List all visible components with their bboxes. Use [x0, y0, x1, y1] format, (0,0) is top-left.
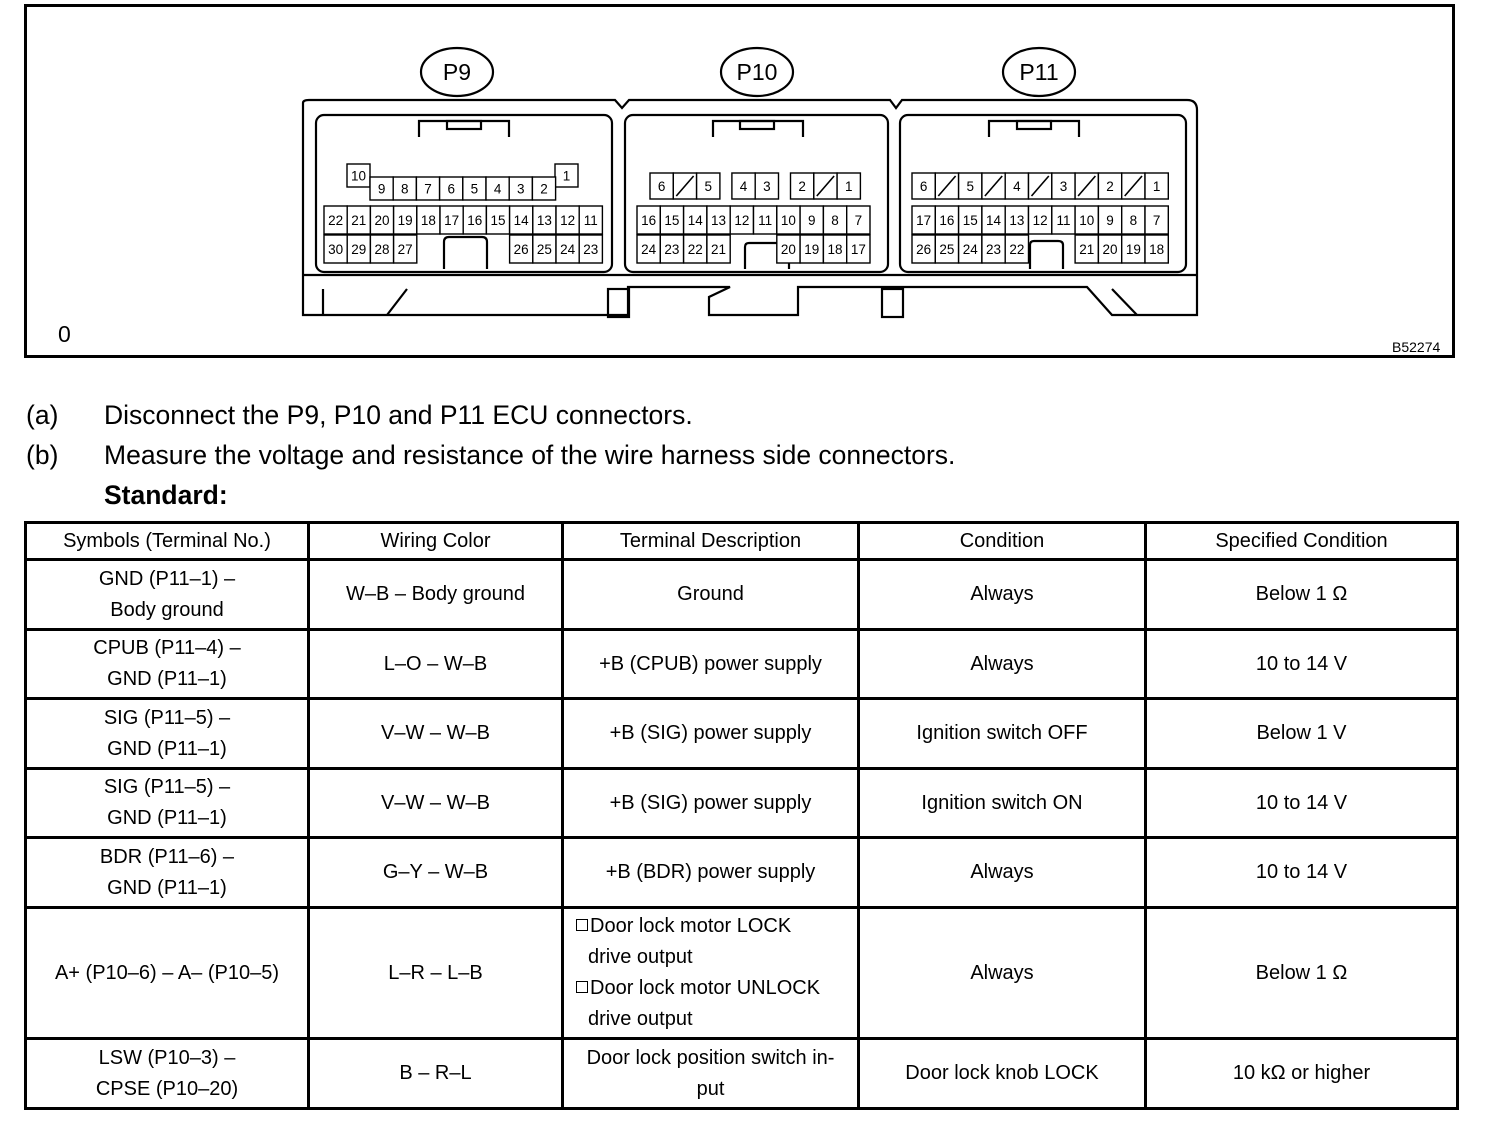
svg-text:10: 10 [350, 168, 367, 184]
svg-text:22: 22 [687, 242, 703, 257]
svg-text:24: 24 [560, 242, 576, 257]
terminal-cell [912, 206, 935, 234]
specified-cell: Below 1 Ω [1146, 908, 1458, 1039]
svg-text:2: 2 [1106, 179, 1114, 194]
svg-text:27: 27 [397, 242, 413, 257]
svg-text:1: 1 [1152, 179, 1161, 194]
svg-text:2: 2 [540, 181, 548, 197]
terminal-cell [823, 235, 846, 263]
svg-text:13: 13 [711, 213, 727, 228]
terminal-cell [660, 206, 683, 234]
terminal-cell [463, 177, 486, 200]
svg-text:17: 17 [444, 213, 460, 228]
terminal-cell [935, 235, 958, 263]
terminal-cell [324, 235, 347, 263]
svg-text:19: 19 [397, 213, 413, 228]
svg-text:2: 2 [798, 179, 806, 194]
wiring-color-cell: L–R – L–B [309, 908, 563, 1039]
terminal-cell [555, 164, 578, 187]
connector-name-p9: P9 [442, 59, 472, 85]
svg-text:12: 12 [734, 213, 750, 228]
terminal-cell [912, 235, 935, 263]
svg-text:7: 7 [854, 213, 863, 228]
table-row [26, 838, 1458, 908]
header-condition: Condition [859, 523, 1146, 560]
wiring-color-cell: W–B – Body ground [309, 560, 563, 630]
terminal-cell [486, 177, 509, 200]
standard-table [24, 521, 1459, 1110]
symbol-line: BDR (P11–6) – [99, 845, 235, 868]
description-cell: +B (SIG) power supply [563, 769, 859, 838]
description-cell: +B (BDR) power supply [563, 838, 859, 908]
svg-text:28: 28 [374, 242, 390, 257]
specified-cell: 10 to 14 V [1146, 769, 1458, 838]
connector-name-p10: P10 [736, 59, 778, 85]
symbol-line: GND (P11–1) [107, 668, 227, 690]
terminal-cell [1145, 235, 1168, 263]
svg-text:4: 4 [739, 179, 748, 194]
svg-text:23: 23 [664, 242, 680, 257]
svg-text:5: 5 [704, 179, 713, 194]
wiring-color-cell: B – R–L [309, 1039, 563, 1109]
svg-text:13: 13 [1009, 213, 1025, 228]
step-b-label: (b) [26, 440, 59, 470]
svg-text:25: 25 [939, 242, 955, 257]
terminal-cell [935, 206, 958, 234]
svg-text:25: 25 [536, 242, 552, 257]
table-row [26, 1039, 1458, 1109]
svg-text:17: 17 [850, 242, 866, 257]
svg-text:3: 3 [1059, 179, 1068, 194]
description-item [576, 973, 851, 1004]
terminal-cell [393, 177, 416, 200]
terminal-cell [1075, 235, 1098, 263]
terminal-cell [732, 173, 755, 199]
symbol-cell [26, 769, 309, 838]
svg-text:10: 10 [1079, 213, 1095, 228]
terminal-cell [1052, 206, 1075, 234]
svg-text:4: 4 [1013, 179, 1021, 194]
symbol-line: SIG (P11–5) – [103, 776, 231, 798]
terminal-cell [650, 173, 673, 199]
terminal-cell [755, 173, 778, 199]
svg-text:15: 15 [962, 213, 978, 228]
terminal-cell [579, 235, 602, 263]
table-row [26, 769, 1458, 838]
terminal-cell [730, 206, 753, 234]
svg-text:19: 19 [1125, 242, 1141, 257]
step-a-text: Disconnect the P9, P10 and P11 ECU connectors. [104, 400, 693, 430]
svg-text:26: 26 [916, 242, 932, 257]
svg-text:18: 18 [827, 242, 843, 257]
condition-cell: Ignition switch OFF [859, 699, 1146, 769]
terminal-cell [370, 206, 393, 234]
terminal-cell [370, 177, 393, 200]
terminal-cell [1052, 173, 1075, 199]
wiring-color-cell: G–Y – W–B [309, 838, 563, 908]
description-item [576, 911, 851, 942]
terminal-cell [533, 235, 556, 263]
svg-text:24: 24 [962, 242, 978, 257]
svg-text:11: 11 [758, 213, 773, 228]
symbol-line: A+ (P10–6) – A– (P10–5) [54, 961, 280, 984]
terminal-cell [912, 173, 935, 199]
terminal-cell [837, 173, 860, 199]
figure-code: B52274 [1392, 339, 1441, 355]
terminal-cell [510, 235, 533, 263]
svg-text:5: 5 [966, 179, 975, 194]
svg-text:8: 8 [401, 181, 409, 197]
svg-text:11: 11 [1056, 213, 1071, 228]
terminal-cell [1005, 206, 1028, 234]
terminal-cell [800, 235, 823, 263]
svg-text:8: 8 [1129, 213, 1138, 228]
terminal-cell [1005, 235, 1028, 263]
wiring-color-cell: V–W – W–B [309, 769, 563, 838]
terminal-cell [982, 206, 1005, 234]
header-wiring-color: Wiring Color [309, 523, 563, 560]
condition-cell: Always [859, 560, 1146, 630]
svg-text:6: 6 [447, 181, 455, 197]
terminal-cell [1075, 206, 1098, 234]
description-line: Door lock position switch in- [586, 1046, 835, 1069]
description-cell: Ground [563, 560, 859, 630]
svg-text:20: 20 [1102, 242, 1118, 257]
terminal-cell [707, 206, 730, 234]
svg-text:20: 20 [374, 213, 390, 228]
terminal-cell [463, 206, 486, 234]
symbol-line: SIG (P11–5) – [103, 706, 231, 729]
terminal-cell [959, 173, 982, 199]
svg-text:19: 19 [804, 242, 820, 257]
wiring-color-cell: V–W – W–B [309, 699, 563, 769]
terminal-cell [684, 206, 707, 234]
terminal-cell [660, 235, 683, 263]
terminal-cell [1122, 206, 1145, 234]
table-row [26, 699, 1458, 769]
description-item-text: Door lock motor UNLOCK [590, 977, 821, 999]
terminal-cell [1122, 235, 1145, 263]
description-line: put [696, 1077, 725, 1100]
svg-text:14: 14 [687, 213, 703, 228]
terminal-cell [800, 206, 823, 234]
terminal-cell [1029, 173, 1052, 199]
terminal-cell [440, 177, 463, 200]
specified-cell: 10 to 14 V [1146, 630, 1458, 699]
terminal-cell [533, 206, 556, 234]
standard-heading: Standard: [104, 480, 228, 510]
terminal-cell [509, 177, 532, 200]
svg-text:23: 23 [986, 242, 1002, 257]
table-row [26, 560, 1458, 630]
terminal-cell [637, 206, 660, 234]
svg-text:14: 14 [513, 213, 529, 228]
svg-text:11: 11 [583, 213, 598, 228]
terminal-cell [1029, 206, 1052, 234]
description-item-continuation: drive output [588, 946, 693, 968]
table-row [26, 908, 1458, 1039]
terminal-cell [1145, 206, 1168, 234]
terminal-cell [673, 173, 696, 199]
symbol-line: GND (P11–1) – [98, 567, 236, 590]
svg-text:12: 12 [1032, 213, 1048, 228]
description-cell: +B (CPUB) power supply [563, 630, 859, 699]
symbol-line: Body ground [110, 598, 224, 621]
terminal-cell [510, 206, 533, 234]
terminal-cell [417, 206, 440, 234]
terminal-cell [1075, 173, 1098, 199]
svg-text:16: 16 [467, 213, 483, 228]
symbol-cell [26, 699, 309, 769]
terminal-cell [637, 235, 660, 263]
terminal-cell [394, 235, 417, 263]
svg-text:12: 12 [560, 213, 576, 228]
terminal-cell [1145, 173, 1168, 199]
table-row [26, 630, 1458, 699]
svg-text:21: 21 [1079, 242, 1095, 257]
terminal-cell [777, 206, 800, 234]
symbol-cell [26, 560, 309, 630]
description-cell [563, 1039, 859, 1109]
symbol-line: GND (P11–1) [107, 876, 227, 899]
svg-text:21: 21 [711, 242, 727, 257]
description-cell [563, 908, 859, 1039]
terminal-cell [556, 235, 579, 263]
terminal-cell [1005, 173, 1028, 199]
terminal-cell [959, 206, 982, 234]
corner-mark: 0 [58, 321, 71, 347]
terminal-cell [324, 206, 347, 234]
checkbox-bullet-icon [576, 981, 588, 993]
terminal-cell [982, 173, 1005, 199]
step-a-label: (a) [26, 400, 59, 430]
step-b-text: Measure the voltage and resistance of the wire harness side connectors. [104, 440, 956, 470]
terminal-cell [347, 235, 370, 263]
condition-cell: Ignition switch ON [859, 769, 1146, 838]
svg-text:18: 18 [1149, 242, 1165, 257]
wiring-color-cell: L–O – W–B [309, 630, 563, 699]
terminal-cell [707, 235, 730, 263]
svg-text:22: 22 [1009, 242, 1025, 257]
svg-text:14: 14 [986, 213, 1002, 228]
terminal-cell [556, 206, 579, 234]
terminal-cell [579, 206, 602, 234]
terminal-cell [697, 173, 720, 199]
terminal-cell [959, 235, 982, 263]
svg-text:10: 10 [780, 213, 796, 228]
svg-text:8: 8 [831, 213, 839, 228]
svg-text:20: 20 [780, 242, 796, 257]
svg-text:3: 3 [763, 179, 771, 194]
svg-text:21: 21 [351, 213, 367, 228]
header-symbols: Symbols (Terminal No.) [26, 523, 309, 560]
svg-text:1: 1 [844, 179, 853, 194]
symbol-line: CPUB (P11–4) – [93, 637, 241, 659]
specified-cell: 10 kΩ or higher [1146, 1039, 1458, 1109]
terminal-cell [684, 235, 707, 263]
condition-cell: Door lock knob LOCK [859, 1039, 1146, 1109]
terminal-cell [532, 177, 555, 200]
terminal-cell [394, 206, 417, 234]
header-terminal-description: Terminal Description [563, 523, 859, 560]
terminal-cell [1098, 206, 1121, 234]
svg-text:26: 26 [513, 242, 529, 257]
svg-text:29: 29 [351, 242, 367, 257]
terminal-cell [440, 206, 463, 234]
terminal-cell [347, 206, 370, 234]
condition-cell: Always [859, 838, 1146, 908]
svg-text:5: 5 [470, 181, 479, 197]
svg-text:1: 1 [562, 168, 571, 184]
svg-text:4: 4 [493, 181, 502, 197]
symbol-line: LSW (P10–3) – [98, 1046, 236, 1069]
terminal-cell [777, 235, 800, 263]
specified-cell: 10 to 14 V [1146, 838, 1458, 908]
terminal-cell [847, 235, 870, 263]
svg-text:24: 24 [641, 242, 657, 257]
description-cell: +B (SIG) power supply [563, 699, 859, 769]
specified-cell: Below 1 Ω [1146, 560, 1458, 630]
terminal-cell [754, 206, 777, 234]
terminal-cell [1122, 173, 1145, 199]
svg-text:7: 7 [1152, 213, 1161, 228]
ecu-connector-diagram [27, 7, 1452, 355]
condition-cell: Always [859, 630, 1146, 699]
terminal-cell [823, 206, 846, 234]
svg-text:16: 16 [939, 213, 955, 228]
svg-text:7: 7 [424, 181, 432, 197]
svg-text:13: 13 [536, 213, 552, 228]
symbol-cell [26, 908, 309, 1039]
symbol-line: CPSE (P10–20) [95, 1077, 239, 1100]
svg-text:23: 23 [583, 242, 599, 257]
svg-text:30: 30 [328, 242, 344, 257]
svg-text:17: 17 [916, 213, 932, 228]
terminal-cell [1098, 173, 1121, 199]
symbol-cell [26, 838, 309, 908]
svg-text:22: 22 [328, 213, 344, 228]
svg-text:15: 15 [664, 213, 680, 228]
header-specified-condition: Specified Condition [1146, 523, 1458, 560]
symbol-cell [26, 1039, 309, 1109]
symbol-line: GND (P11–1) [107, 737, 227, 760]
checkbox-bullet-icon [576, 919, 588, 931]
terminal-cell [982, 235, 1005, 263]
terminal-cell [791, 173, 814, 199]
terminal-cell [486, 206, 509, 234]
terminal-cell [347, 164, 370, 187]
svg-text:9: 9 [377, 181, 386, 197]
terminal-cell [416, 177, 439, 200]
svg-text:16: 16 [641, 213, 657, 228]
terminal-cell [1098, 235, 1121, 263]
svg-text:6: 6 [919, 179, 928, 194]
symbol-line: GND (P11–1) [107, 807, 227, 829]
table-header-row [26, 523, 1458, 560]
condition-cell: Always [859, 908, 1146, 1039]
symbol-cell [26, 630, 309, 699]
terminal-cell [847, 206, 870, 234]
connector-name-p11: P11 [1019, 59, 1059, 85]
description-item-text: Door lock motor LOCK [590, 915, 792, 937]
svg-text:18: 18 [420, 213, 436, 228]
terminal-cell [814, 173, 837, 199]
svg-text:3: 3 [517, 181, 525, 197]
connector-diagram-frame [24, 4, 1455, 358]
specified-cell: Below 1 V [1146, 699, 1458, 769]
svg-text:6: 6 [657, 179, 666, 194]
terminal-cell [935, 173, 958, 199]
terminal-cell [370, 235, 393, 263]
svg-text:9: 9 [807, 213, 816, 228]
svg-text:9: 9 [1106, 213, 1114, 228]
description-item-continuation: drive output [588, 1008, 693, 1030]
svg-text:15: 15 [490, 213, 506, 228]
